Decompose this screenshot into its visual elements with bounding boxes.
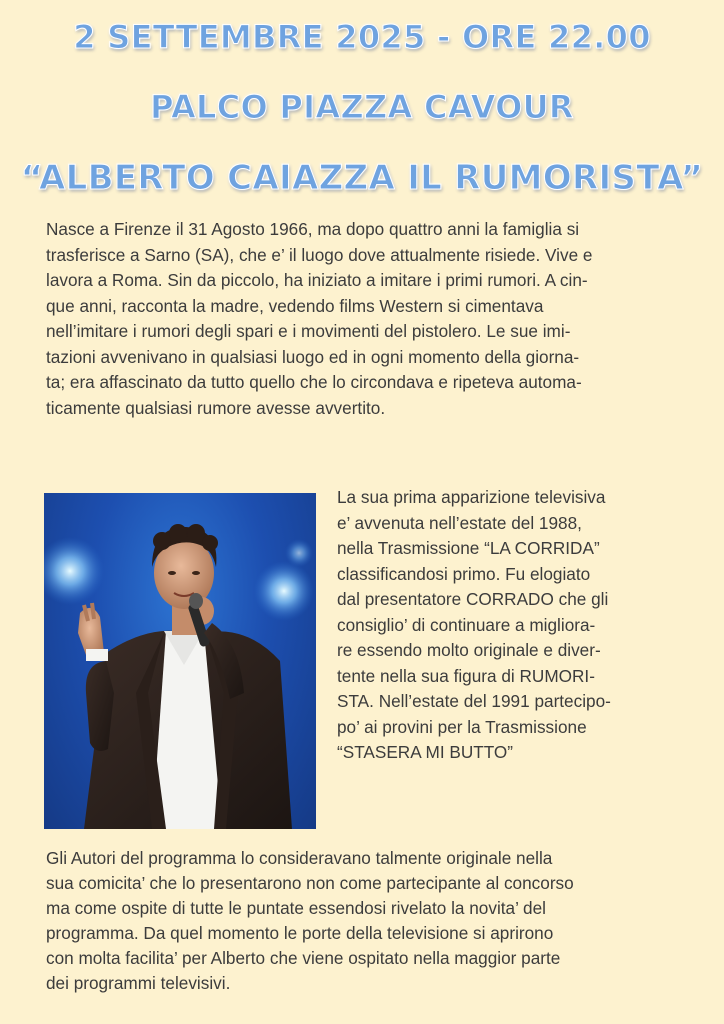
closing-paragraph [46, 846, 686, 996]
career-line: nella Trasmissione “LA CORRIDA” [337, 538, 600, 558]
event-venue-heading: PALCO PIAZZA CAVOUR [150, 88, 574, 126]
career-line: tente nella sua figura di RUMORI- [337, 665, 595, 686]
intro-line: ticamente qualsiasi rumore avesse avvertito. [46, 397, 386, 418]
intro-line: nell’imitare i rumori degli spari e i movimenti del pistolero. Le sue imi- [46, 321, 571, 341]
intro-line: que anni, racconta la madre, vedendo films Western si cimentava [46, 295, 544, 316]
closing-line: con molta facilita’ per Alberto che viene ospitato nella maggior parte [46, 948, 561, 968]
intro-line: lavora a Roma. Sin da piccolo, ha iniziato a imitare i primi rumori. A cin- [46, 270, 588, 290]
performer-photo [44, 493, 316, 829]
closing-line: sua comicita’ che lo presentarono non come partecipante al concorso [46, 873, 574, 893]
career-line: La sua prima apparizione televisiva [337, 487, 606, 507]
career-paragraph [337, 485, 667, 766]
intro-line: ta; era affascinato da tutto quello che lo circondava e ripeteva automa- [46, 372, 582, 392]
intro-line: trasferisce a Sarno (SA), che e’ il luogo dove attualmente risiede. Vive e [46, 244, 593, 265]
event-title-heading: “ALBERTO CAIAZZA IL RUMORISTA” [20, 158, 704, 198]
career-line: po’ ai provini per la Trasmissione [337, 716, 587, 737]
intro-line: tazioni avvenivano in qualsiasi luogo ed in ogni momento della giorna- [46, 346, 580, 367]
intro-line: Nasce a Firenze il 31 Agosto 1966, ma dopo quattro anni la famiglia si [46, 219, 580, 239]
career-line: e’ avvenuta nell’estate del 1988, [337, 512, 582, 533]
career-line: consiglio’ di continuare a migliora- [337, 614, 596, 635]
event-date-heading: 2 SETTEMBRE 2025 - ORE 22.00 [73, 18, 651, 56]
intro-paragraph [46, 217, 686, 421]
career-line: re essendo molto originale e diver- [337, 640, 601, 660]
career-line: dal presentatore CORRADO che gli [337, 589, 609, 609]
career-line: “STASERA MI BUTTO” [337, 742, 514, 762]
closing-line: dei programmi televisivi. [46, 973, 231, 993]
closing-line: programma. Da quel momento le porte della televisione si aprirono [46, 923, 554, 943]
career-line: STA. Nell’estate del 1991 partecipo- [337, 691, 611, 711]
career-line: classificandosi primo. Fu elogiato [337, 563, 591, 584]
closing-line: ma come ospite di tutte le puntate essendosi rivelato la novita’ del [46, 898, 546, 918]
closing-line: Gli Autori del programma lo consideravano talmente originale nella [46, 848, 553, 868]
